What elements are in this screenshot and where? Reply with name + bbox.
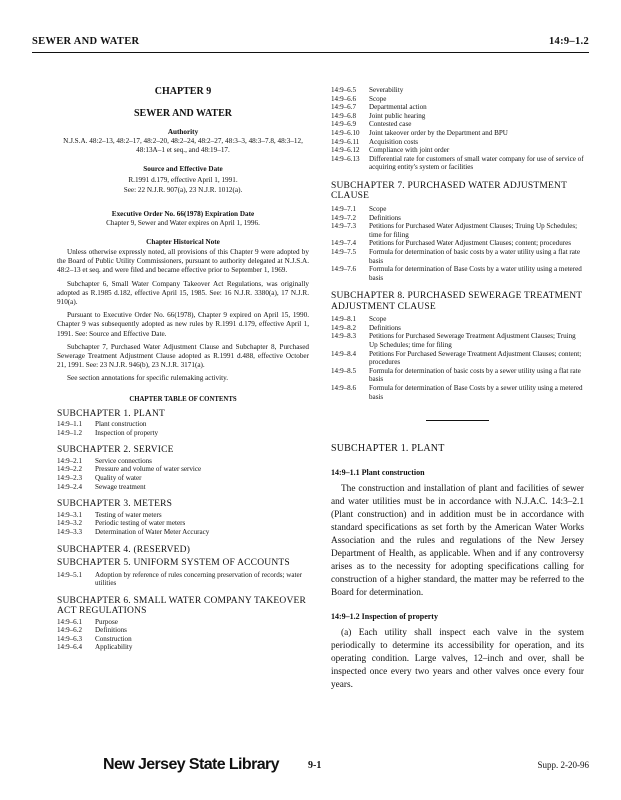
toc-number: 14:9–6.12 <box>331 146 360 155</box>
header-title: SEWER AND WATER <box>32 36 140 47</box>
toc-text: Petitions for Purchased Water Adjustment Clauses; Truing Up Schedules; time for filing <box>369 222 578 239</box>
toc-number: 14:9–1.1 <box>57 420 83 429</box>
chapter-number: CHAPTER 9 <box>154 86 212 97</box>
toc-item <box>57 465 201 474</box>
toc-list <box>57 457 201 491</box>
library-stamp: New Jersey State Library <box>103 756 279 773</box>
toc-item <box>331 155 584 172</box>
toc-item <box>331 248 584 265</box>
toc-text: Inspection of property <box>95 428 159 437</box>
toc-text: Definitions <box>95 626 127 635</box>
toc-text: Acquisition costs <box>369 137 419 146</box>
toc-number: 14:9–8.4 <box>331 349 357 358</box>
toc-item <box>57 519 209 528</box>
toc-number: 14:9–7.6 <box>331 265 357 274</box>
toc-text: Quality of water <box>95 474 142 483</box>
toc-item <box>331 112 584 121</box>
toc-number: 14:9–6.4 <box>57 643 83 652</box>
toc-text: Periodic testing of water meters <box>95 519 186 528</box>
exec-order-heading: Executive Order No. 66(1978) Expiration Date <box>111 209 255 218</box>
toc-number: 14:9–2.2 <box>57 465 83 474</box>
toc-list <box>331 315 584 401</box>
toc-text: Compliance with joint order <box>369 146 450 155</box>
toc-text: Formula for determination of basic costs by a water utility using a flat rate basis <box>369 247 580 265</box>
toc-item <box>331 103 584 112</box>
toc-number: 14:9–7.5 <box>331 247 357 256</box>
toc-number: 14:9–6.6 <box>331 94 357 103</box>
toc-text: Joint public hearing <box>369 111 426 120</box>
history-heading: Chapter Historical Note <box>146 238 220 247</box>
toc-number: 14:9–6.5 <box>331 86 357 94</box>
toc-text: Testing of water meters <box>95 510 162 519</box>
toc-number: 14:9–7.4 <box>331 239 357 248</box>
toc-item <box>331 205 584 214</box>
toc-number: 14:9–6.9 <box>331 120 357 129</box>
toc-subchapter-title: SUBCHAPTER 4. (RESERVED) <box>57 544 191 555</box>
toc-list <box>57 571 309 588</box>
toc-item <box>57 635 132 644</box>
toc-number: 14:9–5.1 <box>57 570 83 579</box>
supplement-date: Supp. 2-20-96 <box>537 760 589 770</box>
toc-number: 14:9–6.2 <box>57 626 83 635</box>
toc-number: 14:9–6.3 <box>57 634 83 643</box>
toc-number: 14:9–6.11 <box>331 137 360 146</box>
history-paragraph: See section annotations for specific rulemaking activity. <box>67 374 229 383</box>
toc-number: 14:9–7.2 <box>331 213 357 222</box>
toc-item <box>331 324 584 333</box>
authority-heading: Authority <box>167 128 199 136</box>
toc-item <box>331 384 584 401</box>
toc-text: Petitions for Purchased Water Adjustment Clauses; content; procedures <box>369 239 572 248</box>
toc-item <box>331 332 584 349</box>
section-text: The construction and installation of plant and facilities of sewer and water utilities must be in accordance with N.J.A.C. 14:3–2.1 (Plant construction) and in addition must be in accordance with standard specifications as set forth by the American Water Works Association and the rules and regulations of the New Jersey Department of Health, as applicable. When and if any controversy arises as to the necessity for adopting specifications calling for construction of a higher standard, the matter may be referred to the Board for determination. <box>331 483 584 599</box>
toc-text: Formula for determination of Base Costs by a water utility using a metered basis <box>369 265 582 282</box>
history-paragraph: Subchapter 6, Small Water Company Takeover Act Regulations, was originally adopted as R.1985 d.182, effective April 15, 1985. See: 16 N.J.R. 3380(a), 17 N.J.R. 910(a). <box>57 279 309 307</box>
toc-text: Petitions For Purchased Sewerage Treatment Adjustment Clauses; content; procedures <box>369 349 582 367</box>
toc-text: Scope <box>369 315 387 324</box>
footer <box>0 756 621 782</box>
toc-subchapter-title: SUBCHAPTER 3. METERS <box>57 499 173 510</box>
toc-text: Service connections <box>95 456 152 465</box>
toc-number: 14:9–2.3 <box>57 474 83 483</box>
toc-number: 14:9–6.1 <box>57 617 83 626</box>
toc-item <box>57 571 309 588</box>
toc-number: 14:9–6.8 <box>331 111 357 120</box>
toc-text: Joint takeover order by the Department and BPU <box>369 128 508 137</box>
toc-text: Purpose <box>95 617 118 626</box>
toc-item <box>331 129 584 138</box>
toc-text: Petitions for Purchased Sewerage Treatment Adjustment Clauses; Truing Up Schedules; time for filing <box>369 332 576 350</box>
right-column <box>331 86 584 692</box>
toc-item <box>331 138 584 147</box>
section-text: (a) Each utility shall inspect each valve in the system periodically to determine its accessibility for operation, and its operating condition. Large valves, 12–inch and over, shall be inspected once every two years and other valves once every four years. <box>331 627 584 690</box>
toc-number: 14:9–2.1 <box>57 456 83 465</box>
toc-number: 14:9–3.2 <box>57 519 83 528</box>
history-paragraph: Unless otherwise expressly noted, all provisions of this Chapter 9 were adopted by the Board of Public Utility Commissioners, pursuant to authority delegated at N.J.S.A. 48:2–13 et seq. and were filed and became effective prior to September 1, 1969. <box>57 248 309 275</box>
toc-number: 14:9–7.3 <box>331 222 357 231</box>
toc-subchapter-title: SUBCHAPTER 1. PLANT <box>57 408 166 419</box>
toc-heading: CHAPTER TABLE OF CONTENTS <box>129 395 237 403</box>
toc-text: Sewage treatment <box>95 482 146 491</box>
toc-list <box>331 205 584 282</box>
toc-text: Scope <box>369 94 387 103</box>
toc-text: Formula for determination of basic costs by a sewer utility using a flat rate basis <box>369 366 581 384</box>
toc-list <box>57 618 132 652</box>
section-heading: 14:9–1.1 Plant construction <box>331 467 425 477</box>
toc-item <box>331 367 584 384</box>
toc-subchapter-title: SUBCHAPTER 2. SERVICE <box>57 445 174 456</box>
toc-text: Formula for determination of Base Costs by a sewer utility using a metered basis <box>369 384 583 401</box>
exec-order-text: Chapter 9, Sewer and Water expires on April 1, 1996. <box>106 218 260 227</box>
toc-subchapter-title: SUBCHAPTER 7. PURCHASED WATER ADJUSTMENT CLAUSE <box>331 180 567 202</box>
toc-number: 14:9–8.2 <box>331 323 357 332</box>
toc-item <box>57 618 132 627</box>
left-column <box>57 84 309 652</box>
toc-subchapter-title: SUBCHAPTER 5. UNIFORM SYSTEM OF ACCOUNTS <box>57 558 290 568</box>
toc-number: 14:9–7.1 <box>331 204 357 213</box>
toc-item <box>57 511 209 520</box>
toc-item <box>57 474 201 483</box>
toc-number: 14:9–6.10 <box>331 128 360 137</box>
toc-item <box>331 265 584 282</box>
toc-item <box>331 120 584 129</box>
toc-item <box>331 239 584 248</box>
history-paragraph: Pursuant to Executive Order No. 66(1978), Chapter 9 expired on April 15, 1990. Chapter 9 was subsequently adopted as new rules by R.1991 d.179, effective April 1, 1991. See: Source and Effective Date. <box>57 311 309 338</box>
header-section: 14:9–1.2 <box>548 36 589 47</box>
toc-text: Plant construction <box>95 420 147 429</box>
toc-list <box>57 420 158 437</box>
running-header <box>32 36 589 50</box>
toc-item <box>331 146 584 155</box>
toc-item <box>57 457 201 466</box>
toc-text: Severability <box>369 86 404 94</box>
section-heading: 14:9–1.2 Inspection of property <box>331 611 438 621</box>
toc-subchapter-title: SUBCHAPTER 6. SMALL WATER COMPANY TAKEOVER ACT REGULATIONS <box>57 595 307 617</box>
toc-item <box>57 626 132 635</box>
toc-number: 14:9–1.2 <box>57 428 83 437</box>
toc-text: Adoption by reference of rules concerning preservation of records; water utilities <box>95 570 303 588</box>
toc-text: Pressure and volume of water service <box>95 465 202 474</box>
toc-item <box>331 222 584 239</box>
history-paragraph: Subchapter 7, Purchased Water Adjustment Clause and Subchapter 8, Purchased Sewerage Treatment Adjustment Clause adopted as R.1991 d.488, effective October 21, 1991. See: 23 N.J.R. 946(b), 23 N.J.R. 3171(a). <box>57 342 309 370</box>
toc-item <box>331 86 584 95</box>
toc-text: Applicability <box>95 643 133 652</box>
toc-text: Definitions <box>369 213 401 222</box>
toc-text: Determination of Water Meter Accuracy <box>95 527 210 536</box>
toc-item <box>57 483 201 492</box>
toc-number: 14:9–8.5 <box>331 366 357 375</box>
toc-number: 14:9–8.1 <box>331 315 357 324</box>
authority-text: N.J.S.A. 48:2–13, 48:2–17, 48:2–20, 48:2–24, 48:2–27, 48:3–3, 48:3–7.8, 48:3–12, 48:13A–1 et seq., and 48:19–17. <box>63 137 303 155</box>
source-heading: Source and Effective Date <box>143 165 223 174</box>
toc-item <box>331 214 584 223</box>
body-subchapter-title: SUBCHAPTER 1. PLANT <box>331 443 445 455</box>
toc-item <box>57 420 158 429</box>
toc-text: Contested case <box>369 120 412 129</box>
toc-number: 14:9–3.3 <box>57 527 83 536</box>
toc-number: 14:9–6.13 <box>331 154 360 163</box>
toc-item <box>57 643 132 652</box>
toc-subchapter-title: SUBCHAPTER 8. PURCHASED SEWERAGE TREATMENT ADJUSTMENT CLAUSE <box>331 291 583 312</box>
toc-number: 14:9–2.4 <box>57 482 83 491</box>
toc-number: 14:9–3.1 <box>57 510 83 519</box>
page-number: 9-1 <box>308 760 322 771</box>
header-rule <box>32 52 589 53</box>
section-divider <box>426 420 489 421</box>
chapter-title: SEWER AND WATER <box>134 108 232 119</box>
toc-text: Departmental action <box>369 103 427 112</box>
toc-item <box>57 429 158 438</box>
toc-text: Definitions <box>369 323 401 332</box>
toc-number: 14:9–6.7 <box>331 103 357 112</box>
toc-list <box>331 86 584 172</box>
source-line2: See: 22 N.J.R. 907(a), 23 N.J.R. 1012(a). <box>123 185 243 194</box>
toc-text: Differential rate for customers of small water company for use of service of acquiring entity's system or facilities <box>369 154 584 172</box>
toc-item <box>331 315 584 324</box>
toc-item <box>57 528 209 537</box>
source-line1: R.1991 d.179, effective April 1, 1991. <box>128 176 238 185</box>
toc-list <box>57 511 209 537</box>
toc-number: 14:9–8.3 <box>331 332 357 341</box>
toc-text: Scope <box>369 204 387 213</box>
toc-item <box>331 350 584 367</box>
toc-number: 14:9–8.6 <box>331 384 357 393</box>
toc-text: Construction <box>95 634 132 643</box>
toc-item <box>331 95 584 104</box>
